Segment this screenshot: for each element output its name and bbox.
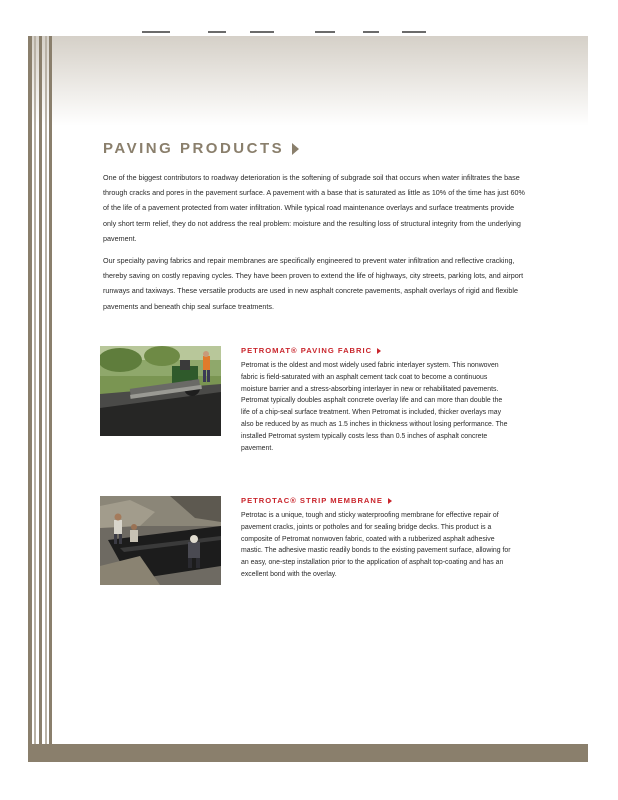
rule-mark bbox=[363, 31, 379, 33]
rule-mark bbox=[402, 31, 426, 33]
stripe bbox=[39, 36, 42, 760]
arrow-right-icon bbox=[292, 143, 299, 155]
stripe bbox=[45, 36, 47, 760]
paving-machine-photo-icon bbox=[100, 346, 221, 436]
product-title-text: PETROTAC® STRIP MEMBRANE bbox=[241, 496, 383, 505]
stripe bbox=[34, 36, 36, 760]
header-gradient-band bbox=[28, 36, 588, 126]
page-title bbox=[103, 140, 299, 157]
crew-installing-membrane-photo-icon bbox=[100, 496, 221, 585]
product-description-petromat: Petromat is the oldest and most widely used fabric interlayer system. This nonwoven fabric is field-saturated with an asphalt cement tack coat to become a continuous moisture barrier and a stress-absorbing interlayer in new or rehabilitated pavements. Petromat typically doubles asphalt concrete overlay life and can more than double the life of a chip-seal surface treatment. When Petromat is included, thicker overlays may also be reduced by as much as 1.5 inches in thickness without losing performance. The installed Petromat system typically costs less than 0.5 inches of asphalt concrete pavement. bbox=[241, 362, 508, 452]
stripe bbox=[28, 36, 32, 760]
intro-text bbox=[103, 170, 525, 321]
rule-mark bbox=[250, 31, 274, 33]
rule-mark bbox=[315, 31, 335, 33]
stripe bbox=[49, 36, 52, 760]
arrow-right-icon bbox=[388, 498, 392, 504]
intro-paragraph-2: Our specialty paving fabrics and repair membranes are specifically engineered to prevent water infiltration and reflective cracking, thereby saving on costly repaving cycles. They have been proven to extend the life of highways, city streets, parking lots, and airport runways and taxiways. These versatile products are used in new asphalt concrete pavements, asphalt overlays of rigid and flexible pavements and beneath chip seal surface treatments. bbox=[103, 256, 524, 311]
product-title-petrotac bbox=[241, 496, 392, 505]
page-title-text: PAVING PRODUCTS bbox=[103, 140, 285, 157]
product-title-petromat bbox=[241, 346, 381, 355]
header-rule-marks bbox=[0, 31, 618, 35]
rule-mark bbox=[208, 31, 226, 33]
rule-mark bbox=[142, 31, 170, 33]
intro-paragraph-1: One of the biggest contributors to roadway deterioration is the softening of subgrade soil that occurs when water infiltrates the base through cracks and pores in the pavement surface. A pavement with a base that is saturated as little as 10% of the time has just 60% of the life of a pavement protected from water infiltration. While typical road maintenance overlays and surface treatments provide only short term relief, they do not address the real problem: moisture and the resulting loss of structural integrity from the underlying pavement. bbox=[103, 173, 525, 243]
arrow-right-icon bbox=[377, 348, 381, 354]
product-title-text: PETROMAT® PAVING FABRIC bbox=[241, 346, 373, 355]
left-vertical-stripes bbox=[28, 36, 68, 760]
footer-band bbox=[28, 744, 588, 762]
product-description-petrotac: Petrotac is a unique, tough and sticky waterproofing membrane for effective repair of pavement cracks, joints or potholes and for sealing bridge decks. This product is a composite of Petromat nonwoven fabric, coated with a rubberized asphalt adhesive mastic. The adhesive mastic readily bonds to the existing pavement surface, allowing for an easy, one-step installation prior to the application of asphalt top-coating and has an excellent bond with the overlay. bbox=[241, 512, 511, 578]
